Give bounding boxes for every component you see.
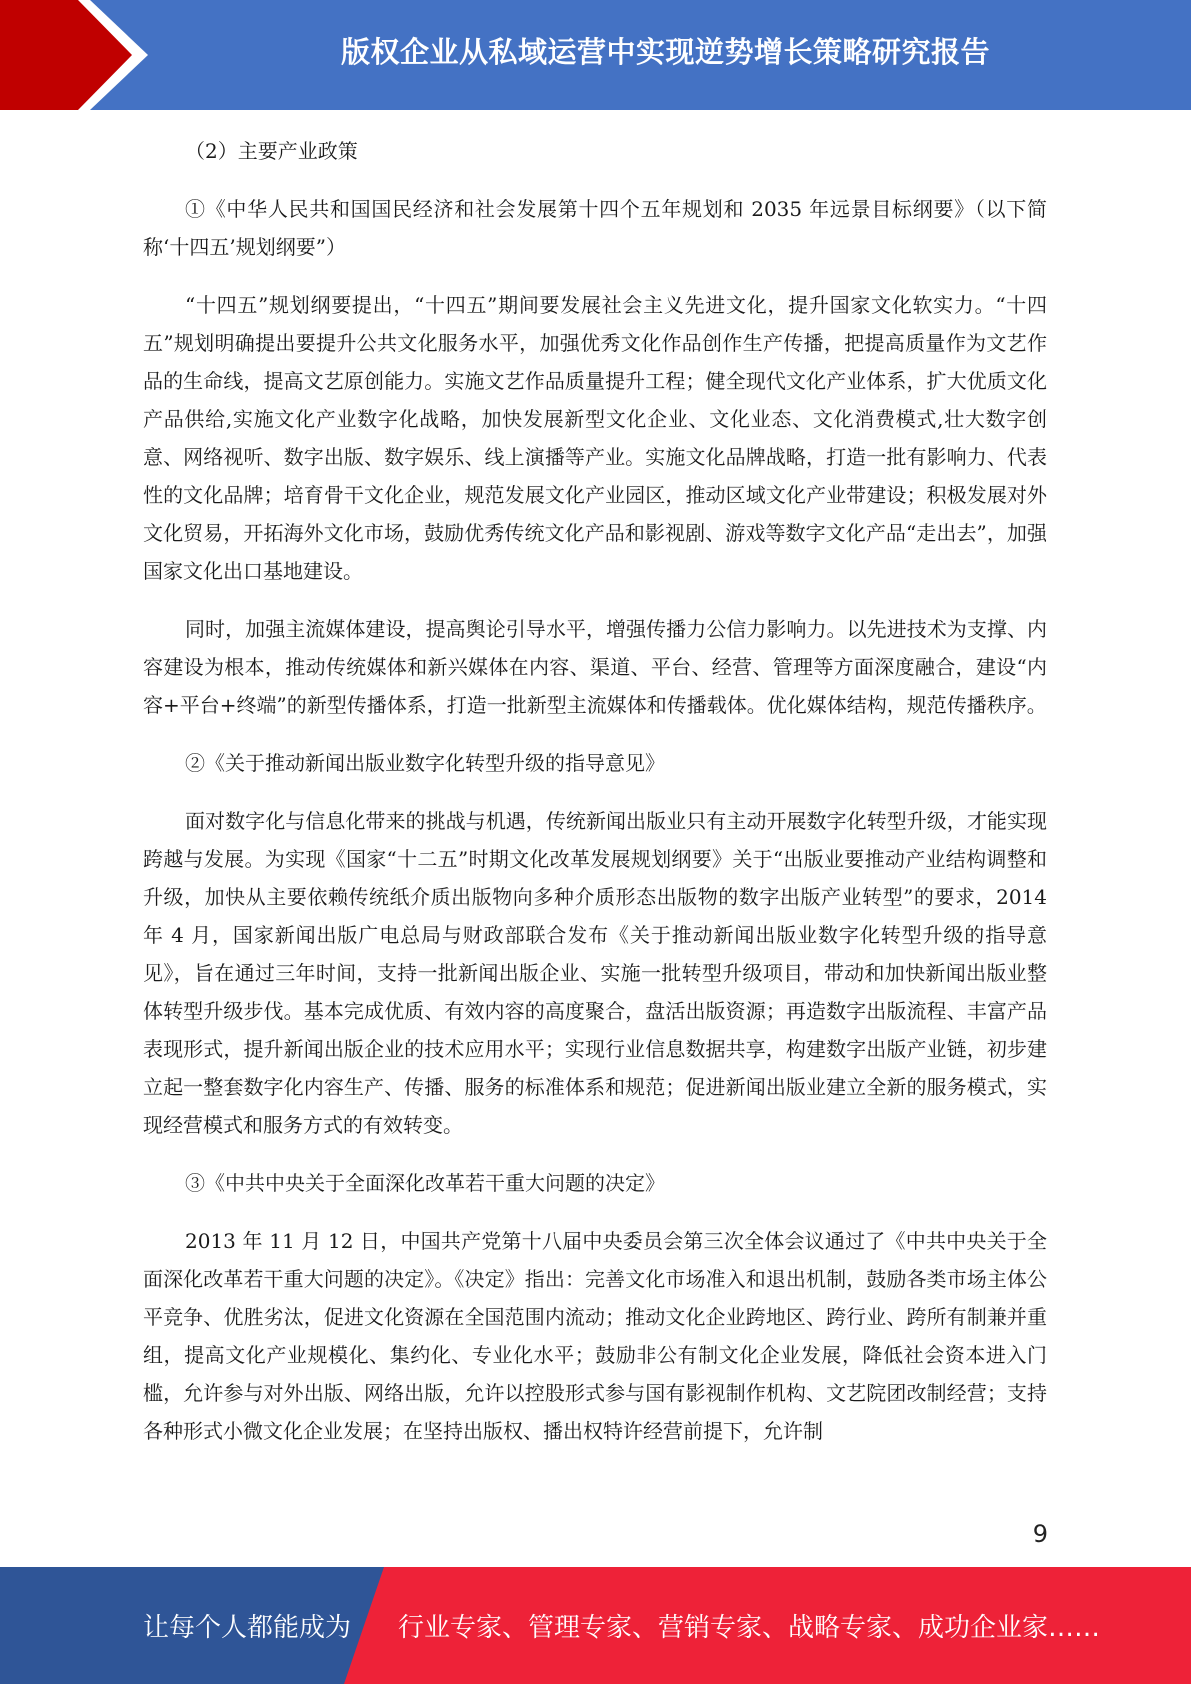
policy-3-paragraph-1: 2013 年 11 月 12 日，中国共产党第十八届中央委员会第三次全体会议通过了《中共中央关于全面深化改革若干重大问题的决定》。《决定》指出：完善文化市场准入和退出机制，鼓励各类市场主体公平竞争、优胜劣汰，促进文化资源在全国范围内流动；推动文化企业跨地区、跨行业、跨所有制兼并重组，提高文化产业规模化、集约化、专业化水平；鼓励非公有制文化企业发展，降低社会资本进入门槛，允许参与对外出版、网络出版，允许以控股形式参与国有影视制作机构、文艺院团改制经营；支持各种形式小微文化企业发展；在坚持出版权、播出权特许经营前提下，允许制	[143, 1229, 1047, 1443]
policy-1-title: ①《中华人民共和国国民经济和社会发展第十四个五年规划和 2035 年远景目标纲要》（以下简称‘十四五’规划纲要”）	[143, 197, 1047, 259]
section-heading: （2）主要产业政策	[185, 139, 358, 163]
footer-slogan-right: 行业专家、管理专家、营销专家、战略专家、成功企业家……	[398, 1613, 1101, 1643]
page-number: 9	[1032, 1520, 1048, 1548]
page-footer	[0, 1567, 1191, 1684]
policy-2-paragraph-1: 面对数字化与信息化带来的挑战与机遇，传统新闻出版业只有主动开展数字化转型升级，才能实现跨越与发展。为实现《国家“十二五”时期文化改革发展规划纲要》关于“出版业要推动产业结构调整和升级，加快从主要依赖传统纸介质出版物向多种介质形态出版物的数字出版产业转型”的要求，2014 年 4 月，国家新闻出版广电总局与财政部联合发布《关于推动新闻出版业数字化转型升级的指导意见》，旨在通过三年时间，支持一批新闻出版企业、实施一批转型升级项目，带动和加快新闻出版业整体转型升级步伐。基本完成优质、有效内容的高度聚合，盘活出版资源；再造数字出版流程、丰富产品表现形式，提升新闻出版企业的技术应用水平；实现行业信息数据共享，构建数字出版产业链，初步建立起一整套数字化内容生产、传播、服务的标准体系和规范；促进新闻出版业建立全新的服务模式，实现经营模式和服务方式的有效转变。	[143, 809, 1047, 1137]
policy-2-title: ②《关于推动新闻出版业数字化转型升级的指导意见》	[185, 751, 665, 775]
footer-slogan-left: 让每个人都能成为	[143, 1613, 352, 1643]
report-title: 版权企业从私域运营中实现逆势增长策略研究报告	[340, 34, 990, 69]
page-header	[0, 0, 1191, 110]
policy-1-paragraph-1: “十四五”规划纲要提出，“十四五”期间要发展社会主义先进文化，提升国家文化软实力。“十四五”规划明确提出要提升公共文化服务水平，加强优秀文化作品创作生产传播，把提高质量作为文艺作品的生命线，提高文艺原创能力。实施文艺作品质量提升工程；健全现代文化产业体系，扩大优质文化产品供给,实施文化产业数字化战略，加快发展新型文化企业、文化业态、文化消费模式,壮大数字创意、网络视听、数字出版、数字娱乐、线上演播等产业。实施文化品牌战略，打造一批有影响力、代表性的文化品牌；培育骨干文化企业，规范发展文化产业园区，推动区域文化产业带建设；积极发展对外文化贸易，开拓海外文化市场，鼓励优秀传统文化产品和影视剧、游戏等数字文化产品“走出去”，加强国家文化出口基地建设。	[143, 293, 1047, 583]
policy-3-title: ③《中共中央关于全面深化改革若干重大问题的决定》	[185, 1171, 665, 1195]
policy-1-paragraph-2: 同时，加强主流媒体建设，提高舆论引导水平，增强传播力公信力影响力。以先进技术为支撑、内容建设为根本，推动传统媒体和新兴媒体在内容、渠道、平台、经营、管理等方面深度融合，建设“内容+平台+终端”的新型传播体系，打造一批新型主流媒体和传播载体。优化媒体结构，规范传播秩序。	[143, 617, 1047, 717]
document-body	[143, 132, 1047, 1450]
